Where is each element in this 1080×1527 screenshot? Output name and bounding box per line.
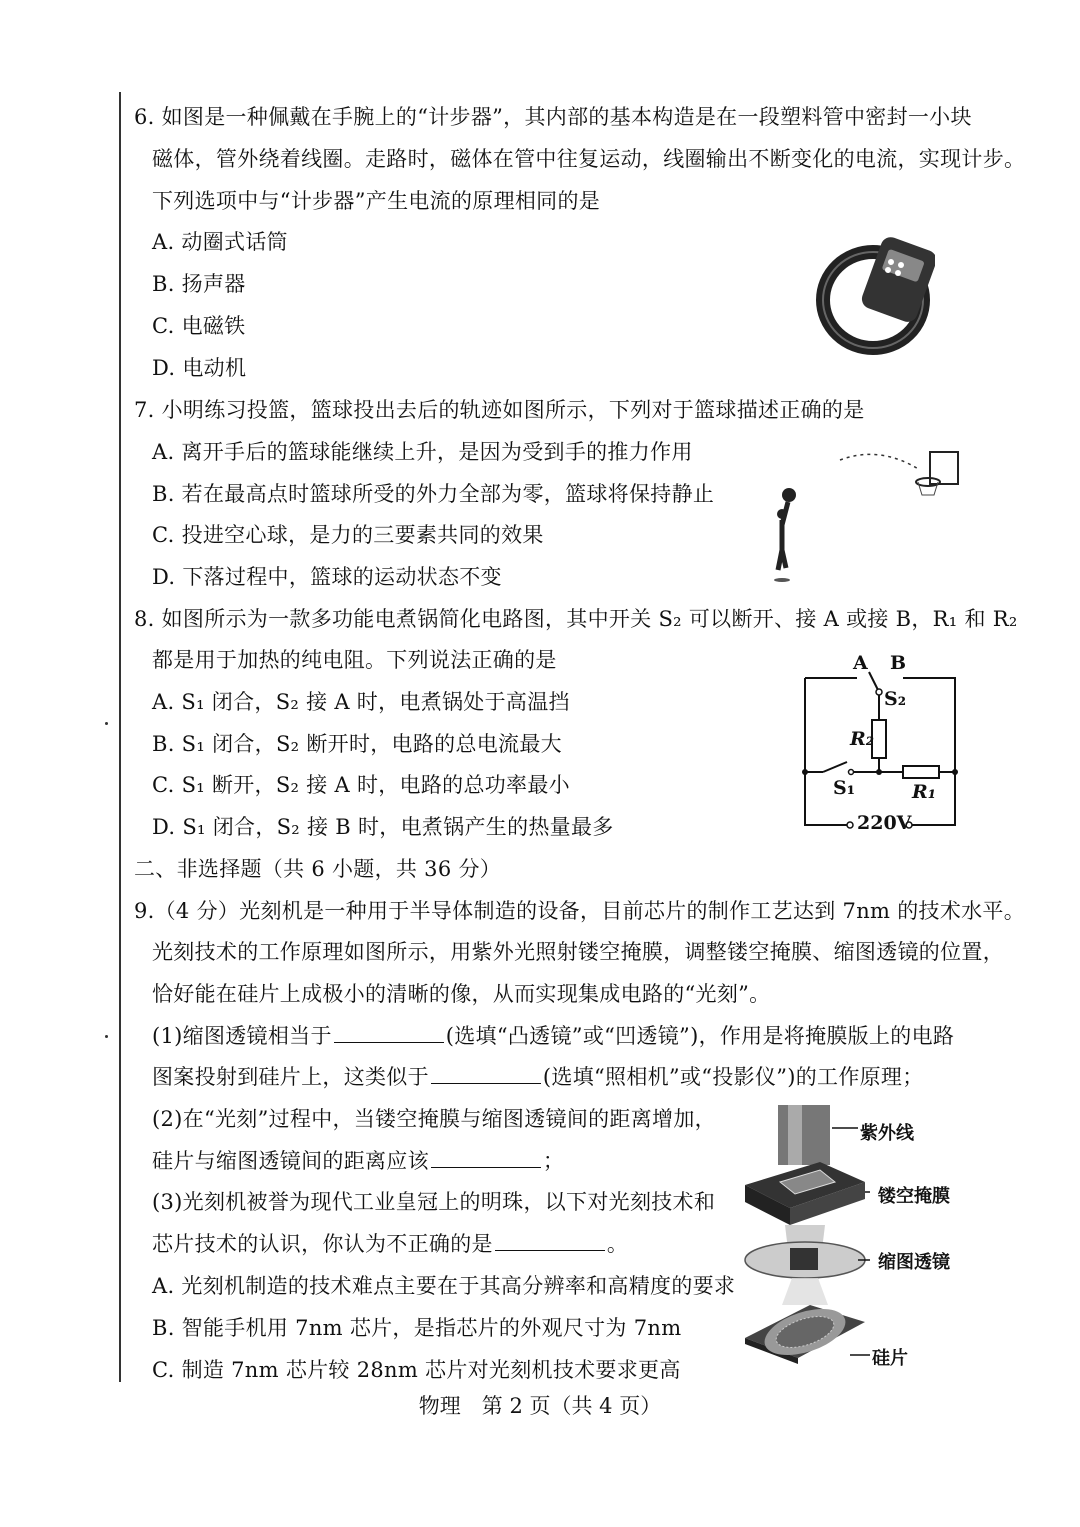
q6-option-d: D. 电动机 [152, 356, 247, 380]
q9-part1-text-d: (选填“照相机”或“投影仪”)的工作原理； [542, 1065, 924, 1089]
q9-line2: 光刻技术的工作原理如图所示，用紫外光照射镂空掩膜，调整镂空掩膜、缩图透镜的位置， [152, 940, 1004, 964]
q8-option-b: B. S₁ 闭合，S₂ 断开时，电路的总电流最大 [152, 732, 562, 756]
q8-line1: 8. 如图所示为一款多功能电煮锅简化电路图，其中开关 S₂ 可以断开、接 A 或接 B，R₁ 和 R₂ [134, 607, 1018, 631]
q9-part1-line1 [152, 1021, 954, 1051]
q6-line2: 磁体，管外绕着线圈。走路时，磁体在管中往复运动，线圈输出不断变化的电流，实现计步。 [152, 147, 1026, 171]
label-wafer: 硅片 [872, 1348, 908, 1369]
pedometer-bracelet-figure [815, 230, 935, 355]
margin-line [119, 92, 121, 1382]
q8-option-d: D. S₁ 闭合，S₂ 接 B 时，电煮锅产生的热量最多 [152, 815, 614, 839]
q6-line3: 下列选项中与“计步器”产生电流的原理相同的是 [152, 189, 601, 213]
q9-part1-text-c: 图案投射到硅片上，这类似于 [152, 1065, 429, 1089]
q6-line1: 6. 如图是一种佩戴在手腕上的“计步器”，其内部的基本构造是在一段塑料管中密封一小块 [134, 105, 972, 129]
basketball-shot-figure [760, 440, 970, 590]
q6-option-a: A. 动圈式话筒 [152, 230, 288, 254]
circuit-label-r2: R₂ [850, 728, 875, 750]
q9-part3-text-c: 。 [606, 1232, 629, 1256]
q9-part2-text-c: ； [542, 1149, 565, 1173]
circuit-label-s2: S₂ [884, 688, 907, 710]
q7-stem: 7. 小明练习投篮，篮球投出去后的轨迹如图所示，下列对于篮球描述正确的是 [134, 398, 865, 422]
answer-blank[interactable] [431, 1147, 541, 1168]
section-heading: 二、非选择题（共 6 小题，共 36 分） [134, 857, 502, 881]
circuit-diagram [795, 650, 970, 835]
q9-part1-line2 [152, 1062, 924, 1092]
q9-part3-line1: (3)光刻机被誉为现代工业皇冠上的明珠，以下对光刻技术和 [152, 1190, 716, 1214]
q9-line3: 恰好能在硅片上成极小的清晰的像，从而实现集成电路的“光刻”。 [152, 982, 771, 1006]
q7-option-d: D. 下落过程中，篮球的运动状态不变 [152, 565, 502, 589]
q9-part1-text-b: (选填“凸透镜”或“凹透镜”)，作用是将掩膜版上的电路 [445, 1024, 955, 1048]
q7-option-c: C. 投进空心球，是力的三要素共同的效果 [152, 523, 544, 547]
page-footer: 物理 第 2 页（共 4 页） [418, 1394, 662, 1418]
binding-dot [105, 1035, 108, 1038]
q6-option-c: C. 电磁铁 [152, 314, 246, 338]
label-uv: 紫外线 [860, 1123, 914, 1144]
q9-option-b: B. 智能手机用 7nm 芯片，是指芯片的外观尺寸为 7nm [152, 1316, 682, 1340]
q9-line1: 9.（4 分）光刻机是一种用于半导体制造的设备，目前芯片的制作工艺达到 7nm 的技术水平。 [134, 899, 1026, 923]
label-lens: 缩图透镜 [878, 1252, 950, 1273]
answer-blank[interactable] [495, 1230, 605, 1251]
circuit-label-b: B [890, 652, 907, 674]
q9-part2-text-b: 硅片与缩图透镜间的距离应该 [152, 1149, 429, 1173]
lithography-figure [740, 1100, 870, 1380]
q9-option-a: A. 光刻机制造的技术难点主要在于其高分辨率和高精度的要求 [152, 1274, 736, 1298]
circuit-label-a: A [853, 652, 868, 674]
q8-option-a: A. S₁ 闭合，S₂ 接 A 时，电煮锅处于高温挡 [152, 690, 570, 714]
circuit-label-r1: R₁ [912, 781, 937, 803]
q6-option-b: B. 扬声器 [152, 272, 246, 296]
q9-option-c: C. 制造 7nm 芯片较 28nm 芯片对光刻机技术要求更高 [152, 1358, 681, 1382]
answer-blank[interactable] [431, 1063, 541, 1084]
q9-part2-line2 [152, 1146, 564, 1176]
circuit-label-s1: S₁ [833, 777, 856, 799]
label-mask: 镂空掩膜 [878, 1186, 950, 1207]
binding-dot [105, 722, 108, 725]
q9-part3-line2 [152, 1229, 628, 1259]
q9-part2-line1: (2)在“光刻”过程中，当镂空掩膜与缩图透镜间的距离增加， [152, 1107, 716, 1131]
q7-option-a: A. 离开手后的篮球能继续上升，是因为受到手的推力作用 [152, 440, 693, 464]
answer-blank[interactable] [334, 1022, 444, 1043]
q9-part1-text-a: (1)缩图透镜相当于 [152, 1024, 332, 1048]
q9-part3-text-b: 芯片技术的认识，你认为不正确的是 [152, 1232, 493, 1256]
q7-option-b: B. 若在最高点时篮球所受的外力全部为零，篮球将保持静止 [152, 482, 715, 506]
q8-line2: 都是用于加热的纯电阻。下列说法正确的是 [152, 648, 557, 672]
q8-option-c: C. S₁ 断开，S₂ 接 A 时，电路的总功率最小 [152, 773, 570, 797]
circuit-label-voltage: 220V [857, 812, 912, 834]
